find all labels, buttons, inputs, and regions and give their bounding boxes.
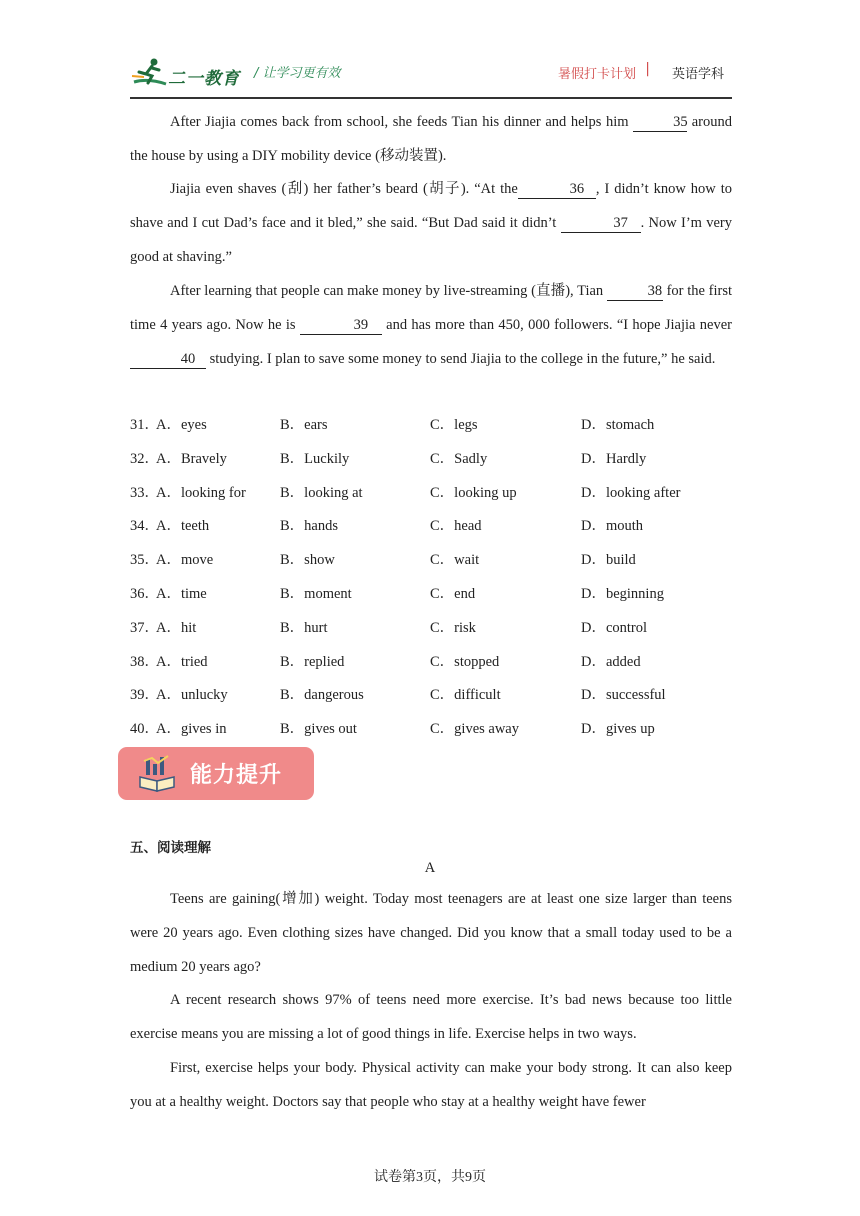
option-b: B．hands [280,518,338,535]
passage-paragraph-2 [130,172,732,274]
section-title: 五、阅读理解 [130,840,211,856]
question-number: 36． [130,585,159,602]
question-number: 40． [130,721,159,738]
option-c: C．risk [430,619,476,636]
passage-paragraph-3 [130,274,732,376]
brand-logo [130,56,242,92]
option-a: A．unlucky [156,687,228,704]
page-footer: 试卷第3页，共9页 [374,1170,486,1185]
plan-label: 暑假打卡计划 [557,67,636,82]
question-number: 33． [130,484,159,501]
option-b: B．hurt [280,619,328,636]
page-header [130,56,732,98]
question-40-options [130,713,732,747]
question-number: 39． [130,687,159,704]
passage-paragraph-1 [130,105,732,173]
option-c: C．legs [430,417,478,433]
option-a: A．gives in [156,721,227,738]
reading-paragraph-1: Teens are gaining(增加) weight. Today most teenagers are at least one size larger than teens were 20 years ago. Even clothing sizes have changed. Did you know that a small today used to be a medium 20 years ago? [130,891,732,975]
blank-39: 39 [300,316,382,335]
option-a: A．eyes [156,417,207,433]
option-c: C．stopped [430,653,500,670]
option-d: D．beginning [581,585,664,602]
question-32-options [130,443,732,477]
option-c: C．difficult [430,687,501,704]
option-a: A．Bravely [156,450,227,467]
question-35-options [130,544,732,578]
option-a: A．hit [156,619,197,636]
question-number: 31． [130,417,159,433]
question-number: 32． [130,450,159,467]
ability-banner [118,747,314,800]
option-c: C．Sadly [430,450,488,467]
question-34-options [130,510,732,544]
book-chart-icon [138,755,178,793]
question-39-options [130,679,732,713]
reading-paragraph-2: A recent research shows 97% of teens need more exercise. It’s bad news because too little exercise means you are missing a lot of good things in life. Exercise helps in two ways. [130,992,732,1042]
option-a: A．looking for [156,484,246,501]
blank-37: 37 [561,214,641,233]
option-d: D．added [581,653,641,670]
banner-label: 能力提升 [190,763,283,788]
option-b: B．Luckily [280,450,350,467]
option-d: D．looking after [581,484,681,501]
option-b: B．moment [280,585,352,602]
brand-name: 二一教育 [168,69,240,89]
question-38-options [130,646,732,680]
question-number: 34． [130,518,159,535]
option-c: C．wait [430,552,480,569]
option-d: D．control [581,619,648,636]
option-b: B．looking at [280,484,363,501]
question-31-options [130,409,732,443]
option-d: D．Hardly [581,450,647,467]
brand-slogan: / 让学习更有效 [254,66,341,81]
text-segment: and has more than 450, 000 followers. “I hope Jiajia never [381,317,732,333]
subject-label: 英语学科 [671,67,724,82]
option-b: B．show [280,552,335,569]
header-separator: | [645,61,650,77]
option-b: B．ears [280,417,328,433]
text-segment: Jiajia even shaves (刮) her father’s beard (胡子). “At the [170,181,518,197]
text-segment: around the house by using a DIY mobility device (移动装置). [130,114,732,164]
question-33-options [130,477,732,511]
header-rule [130,97,732,99]
question-36-options [130,578,732,612]
blank-38: 38 [607,282,663,301]
question-number: 38． [130,653,159,670]
option-c: C．head [430,518,482,535]
option-d: D．gives up [581,721,655,738]
option-a: A．tried [156,653,208,670]
text-segment: for the first time 4 years ago. Now he is [130,283,733,333]
option-c: C．end [430,585,476,602]
option-b: B．replied [280,653,345,670]
text-segment: After Jiajia comes back from school, she feeds Tian his dinner and helps him [170,114,634,130]
text-segment: . Now I’m very good at shaving.” [130,215,732,265]
blank-40: 40 [130,350,206,369]
question-number: 37． [130,619,159,636]
option-list [130,409,732,747]
question-37-options [130,612,732,646]
option-c: C．looking up [430,484,517,501]
reading-paragraph-3: First, exercise helps your body. Physical activity can make your body strong. It can also keep you at a healthy weight. Doctors say that people who stay at a healthy weight have fewer [130,1060,732,1110]
option-d: D．stomach [581,417,655,433]
question-number: 35． [130,552,159,569]
text-segment: studying. I plan to save some money to send Jiajia to the college in the future,” he said. [206,351,716,367]
option-d: D．successful [581,687,666,704]
runner-logo-icon [130,56,170,90]
text-segment: , I didn’t know how to shave and I cut Dad’s face and it bled,” she said. “But Dad said it didn’t [130,181,732,231]
passage-label: A [424,860,436,876]
option-d: D．mouth [581,518,644,535]
blank-36: 36 [518,180,596,199]
text-segment: After learning that people can make money by live-streaming (直播), Tian [170,283,607,299]
option-a: A．time [156,585,207,602]
option-c: C．gives away [430,721,519,738]
option-b: B．dangerous [280,687,364,704]
option-b: B．gives out [280,721,357,738]
option-d: D．build [581,552,636,569]
option-a: A．teeth [156,518,210,535]
blank-35: 35 [633,113,687,132]
option-a: A．move [156,552,214,569]
